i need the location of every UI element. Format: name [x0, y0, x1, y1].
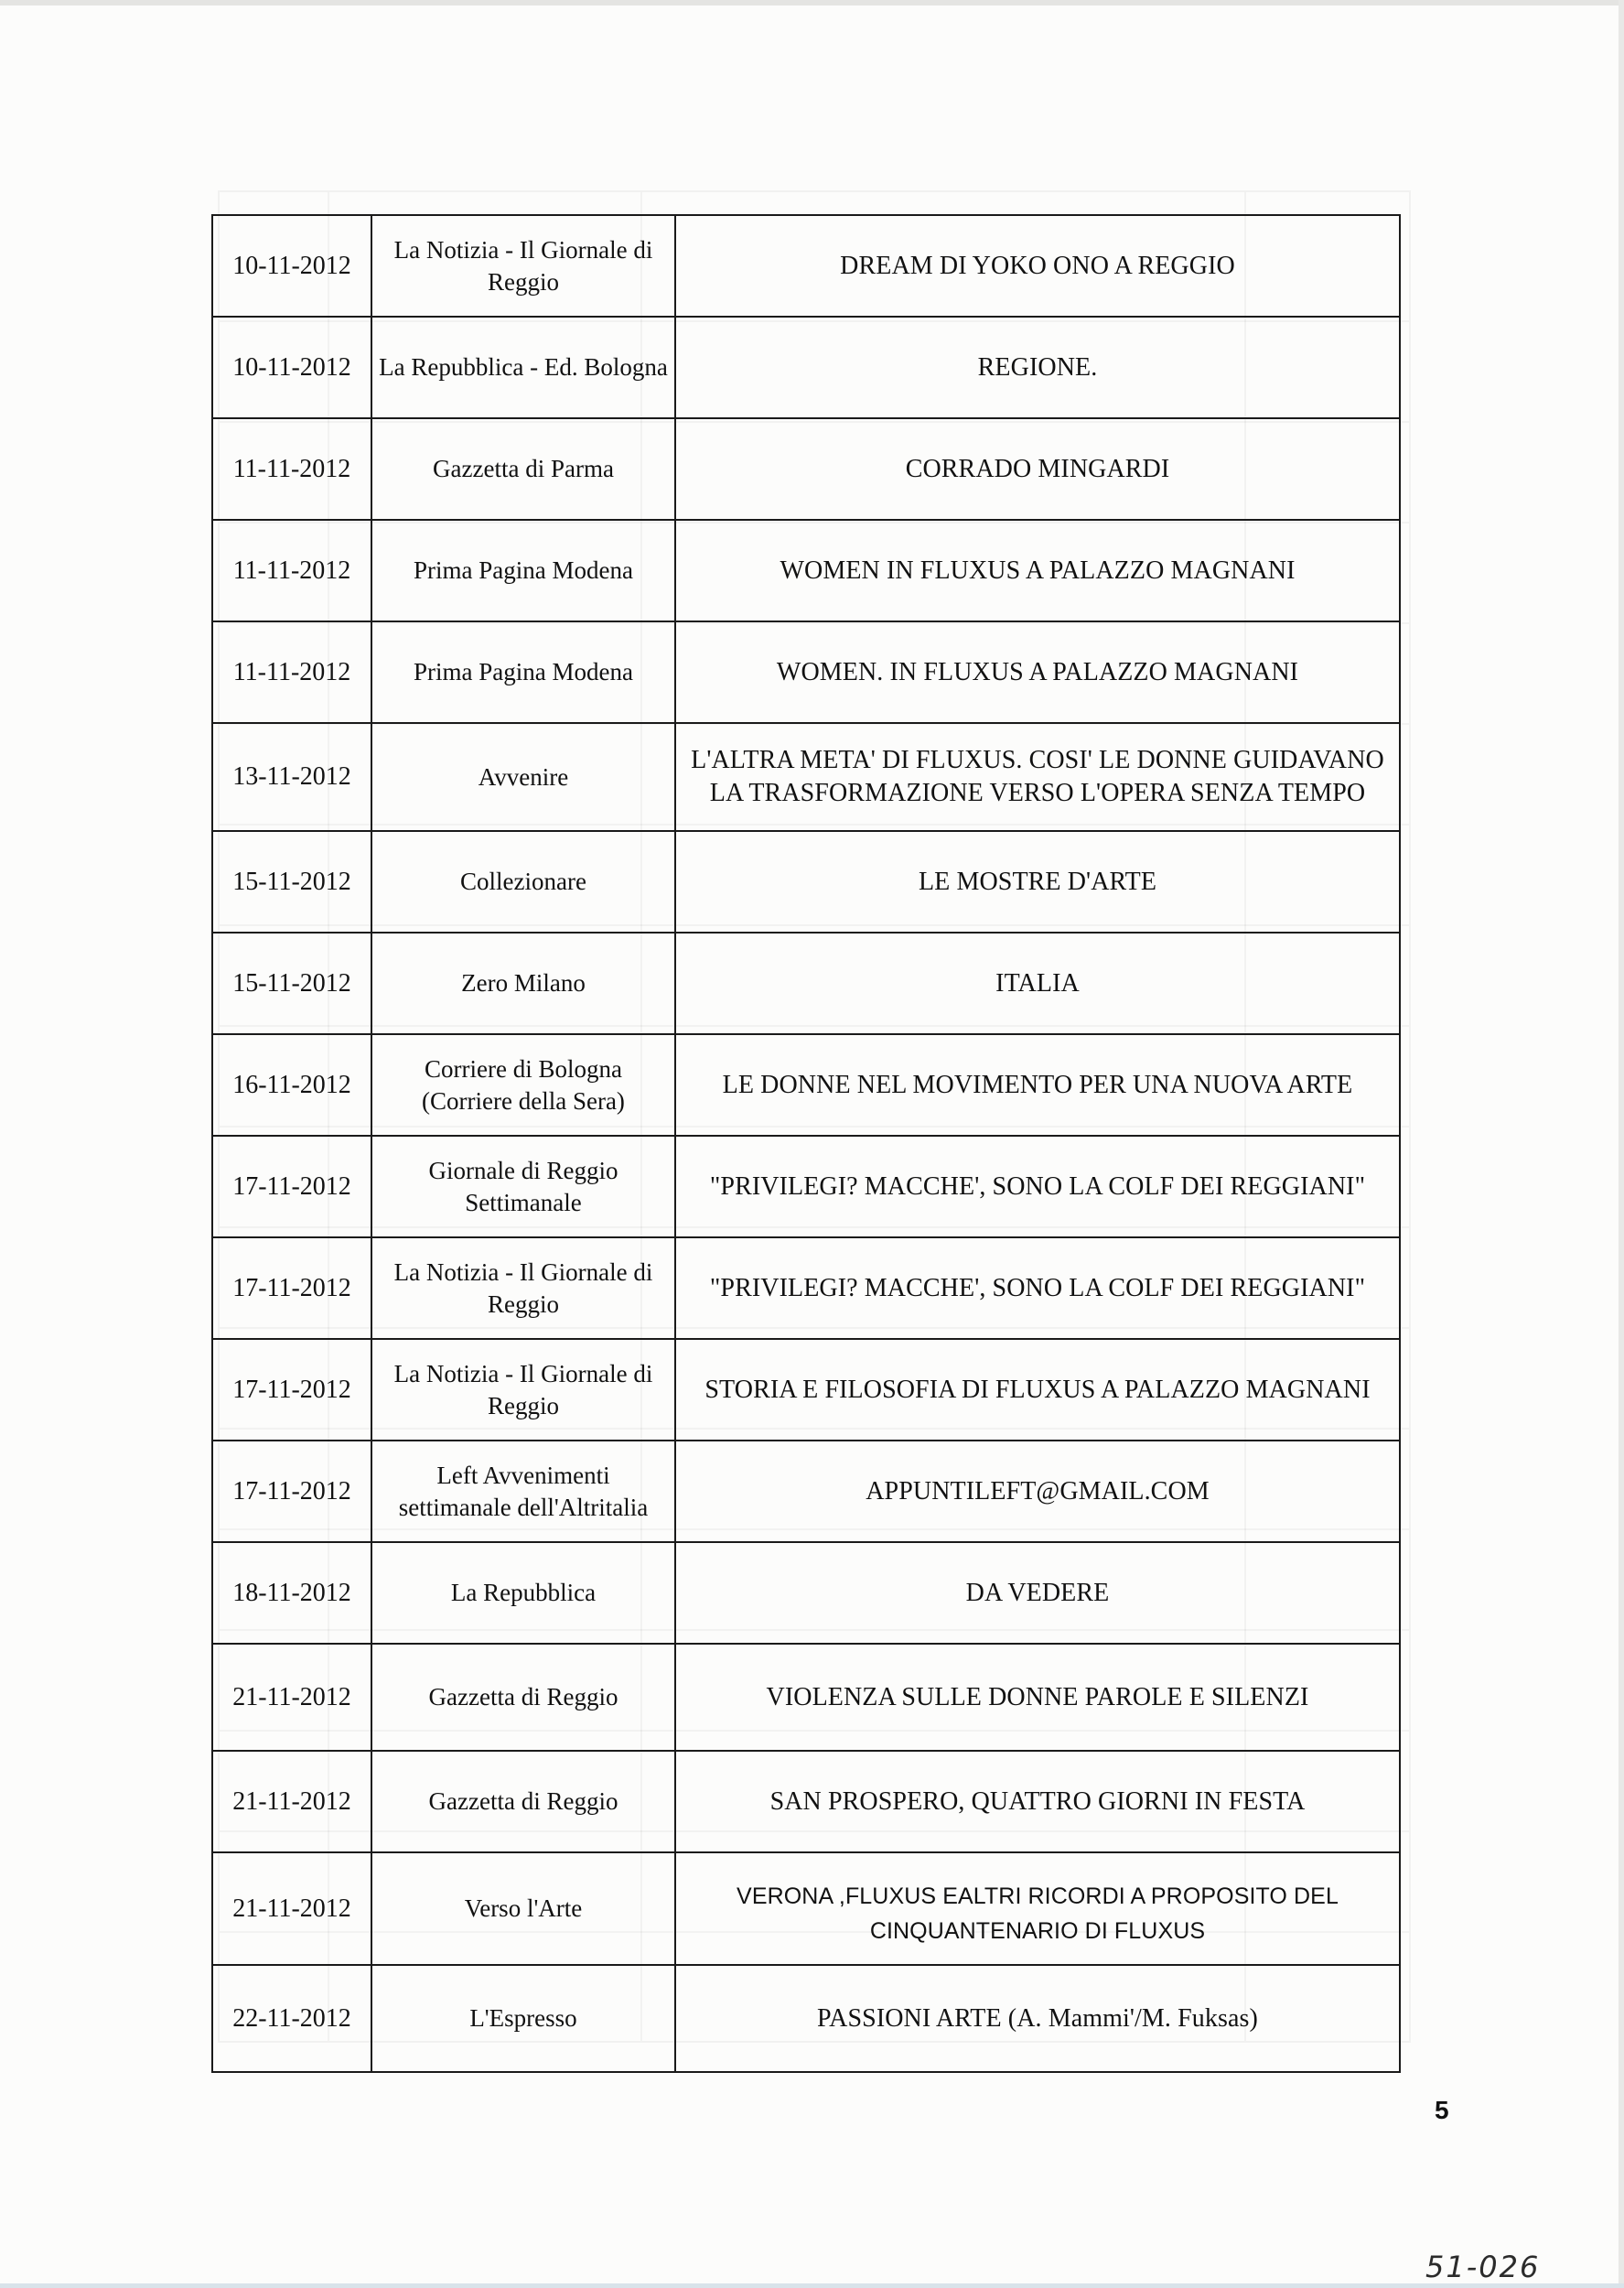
- date-cell: 18-11-2012: [212, 1542, 371, 1644]
- date-cell: 16-11-2012: [212, 1034, 371, 1136]
- headline-cell: LE MOSTRE D'ARTE: [675, 831, 1400, 933]
- headline-cell: "PRIVILEGI? MACCHE', SONO LA COLF DEI REGGIANI": [675, 1237, 1400, 1339]
- table-row: [212, 1644, 1400, 1751]
- source-cell: La Notizia - Il Giornale di Reggio: [371, 1237, 675, 1339]
- source-cell: Prima Pagina Modena: [371, 621, 675, 723]
- date-cell: 17-11-2012: [212, 1339, 371, 1441]
- source-cell: Verso l'Arte: [371, 1852, 675, 1965]
- date-cell: 22-11-2012: [212, 1965, 371, 2072]
- date-cell: 17-11-2012: [212, 1441, 371, 1542]
- table-row: [212, 1237, 1400, 1339]
- page-edge-bottom: [0, 2283, 1624, 2288]
- table-row: [212, 1136, 1400, 1237]
- source-cell: Giornale di Reggio Settimanale: [371, 1136, 675, 1237]
- table-row: [212, 1542, 1400, 1644]
- source-cell: La Notizia - Il Giornale di Reggio: [371, 215, 675, 317]
- date-cell: 21-11-2012: [212, 1751, 371, 1852]
- headline-cell: PASSIONI ARTE (A. Mammi'/M. Fuksas): [675, 1965, 1400, 2072]
- source-cell: Corriere di Bologna (Corriere della Sera): [371, 1034, 675, 1136]
- table-row: [212, 215, 1400, 317]
- table-row: [212, 1852, 1400, 1965]
- source-cell: Prima Pagina Modena: [371, 520, 675, 621]
- source-cell: Gazzetta di Reggio: [371, 1751, 675, 1852]
- source-cell: Collezionare: [371, 831, 675, 933]
- source-cell: Avvenire: [371, 723, 675, 831]
- date-cell: 15-11-2012: [212, 933, 371, 1034]
- table-row: [212, 1441, 1400, 1542]
- source-cell: Zero Milano: [371, 933, 675, 1034]
- source-cell: Left Avvenimenti settimanale dell'Altritalia: [371, 1441, 675, 1542]
- headline-cell: LE DONNE NEL MOVIMENTO PER UNA NUOVA ARTE: [675, 1034, 1400, 1136]
- press-review-table: [211, 214, 1401, 2073]
- headline-cell: APPUNTILEFT@GMAIL.COM: [675, 1441, 1400, 1542]
- headline-cell: DREAM DI YOKO ONO A REGGIO: [675, 215, 1400, 317]
- table-row: [212, 1965, 1400, 2072]
- table-row: [212, 1339, 1400, 1441]
- source-cell: Gazzetta di Reggio: [371, 1644, 675, 1751]
- table-row: [212, 1034, 1400, 1136]
- headline-cell: ITALIA: [675, 933, 1400, 1034]
- date-cell: 11-11-2012: [212, 520, 371, 621]
- table-row: [212, 1751, 1400, 1852]
- page-number: 5: [1435, 2096, 1449, 2124]
- table-row: [212, 723, 1400, 831]
- headline-cell: STORIA E FILOSOFIA DI FLUXUS A PALAZZO MAGNANI: [675, 1339, 1400, 1441]
- headline-cell: CORRADO MINGARDI: [675, 418, 1400, 520]
- headline-cell: DA VEDERE: [675, 1542, 1400, 1644]
- table-row: [212, 621, 1400, 723]
- date-cell: 11-11-2012: [212, 418, 371, 520]
- page-edge-right: [1619, 0, 1624, 2288]
- headline-cell: "PRIVILEGI? MACCHE', SONO LA COLF DEI REGGIANI": [675, 1136, 1400, 1237]
- source-cell: La Repubblica - Ed. Bologna: [371, 317, 675, 418]
- table-row: [212, 933, 1400, 1034]
- headline-cell: WOMEN IN FLUXUS A PALAZZO MAGNANI: [675, 520, 1400, 621]
- date-cell: 13-11-2012: [212, 723, 371, 831]
- headline-cell: L'ALTRA META' DI FLUXUS. COSI' LE DONNE GUIDAVANO LA TRASFORMAZIONE VERSO L'OPERA SENZA TEMPO: [675, 723, 1400, 831]
- date-cell: 21-11-2012: [212, 1644, 371, 1751]
- date-cell: 10-11-2012: [212, 317, 371, 418]
- headline-cell: REGIONE.: [675, 317, 1400, 418]
- headline-cell: VIOLENZA SULLE DONNE PAROLE E SILENZI: [675, 1644, 1400, 1751]
- table-row: [212, 520, 1400, 621]
- source-cell: La Repubblica: [371, 1542, 675, 1644]
- archive-code-handwritten: 51-026: [1425, 2250, 1541, 2284]
- date-cell: 17-11-2012: [212, 1237, 371, 1339]
- page-edge-top: [0, 0, 1624, 5]
- date-cell: 11-11-2012: [212, 621, 371, 723]
- source-cell: La Notizia - Il Giornale di Reggio: [371, 1339, 675, 1441]
- headline-cell: VERONA ,FLUXUS EALTRI RICORDI A PROPOSITO DEL CINQUANTENARIO DI FLUXUS: [675, 1852, 1400, 1965]
- headline-cell: WOMEN. IN FLUXUS A PALAZZO MAGNANI: [675, 621, 1400, 723]
- source-cell: L'Espresso: [371, 1965, 675, 2072]
- table-row: [212, 418, 1400, 520]
- date-cell: 10-11-2012: [212, 215, 371, 317]
- table-row: [212, 831, 1400, 933]
- table-row: [212, 317, 1400, 418]
- headline-cell: SAN PROSPERO, QUATTRO GIORNI IN FESTA: [675, 1751, 1400, 1852]
- date-cell: 17-11-2012: [212, 1136, 371, 1237]
- source-cell: Gazzetta di Parma: [371, 418, 675, 520]
- date-cell: 21-11-2012: [212, 1852, 371, 1965]
- date-cell: 15-11-2012: [212, 831, 371, 933]
